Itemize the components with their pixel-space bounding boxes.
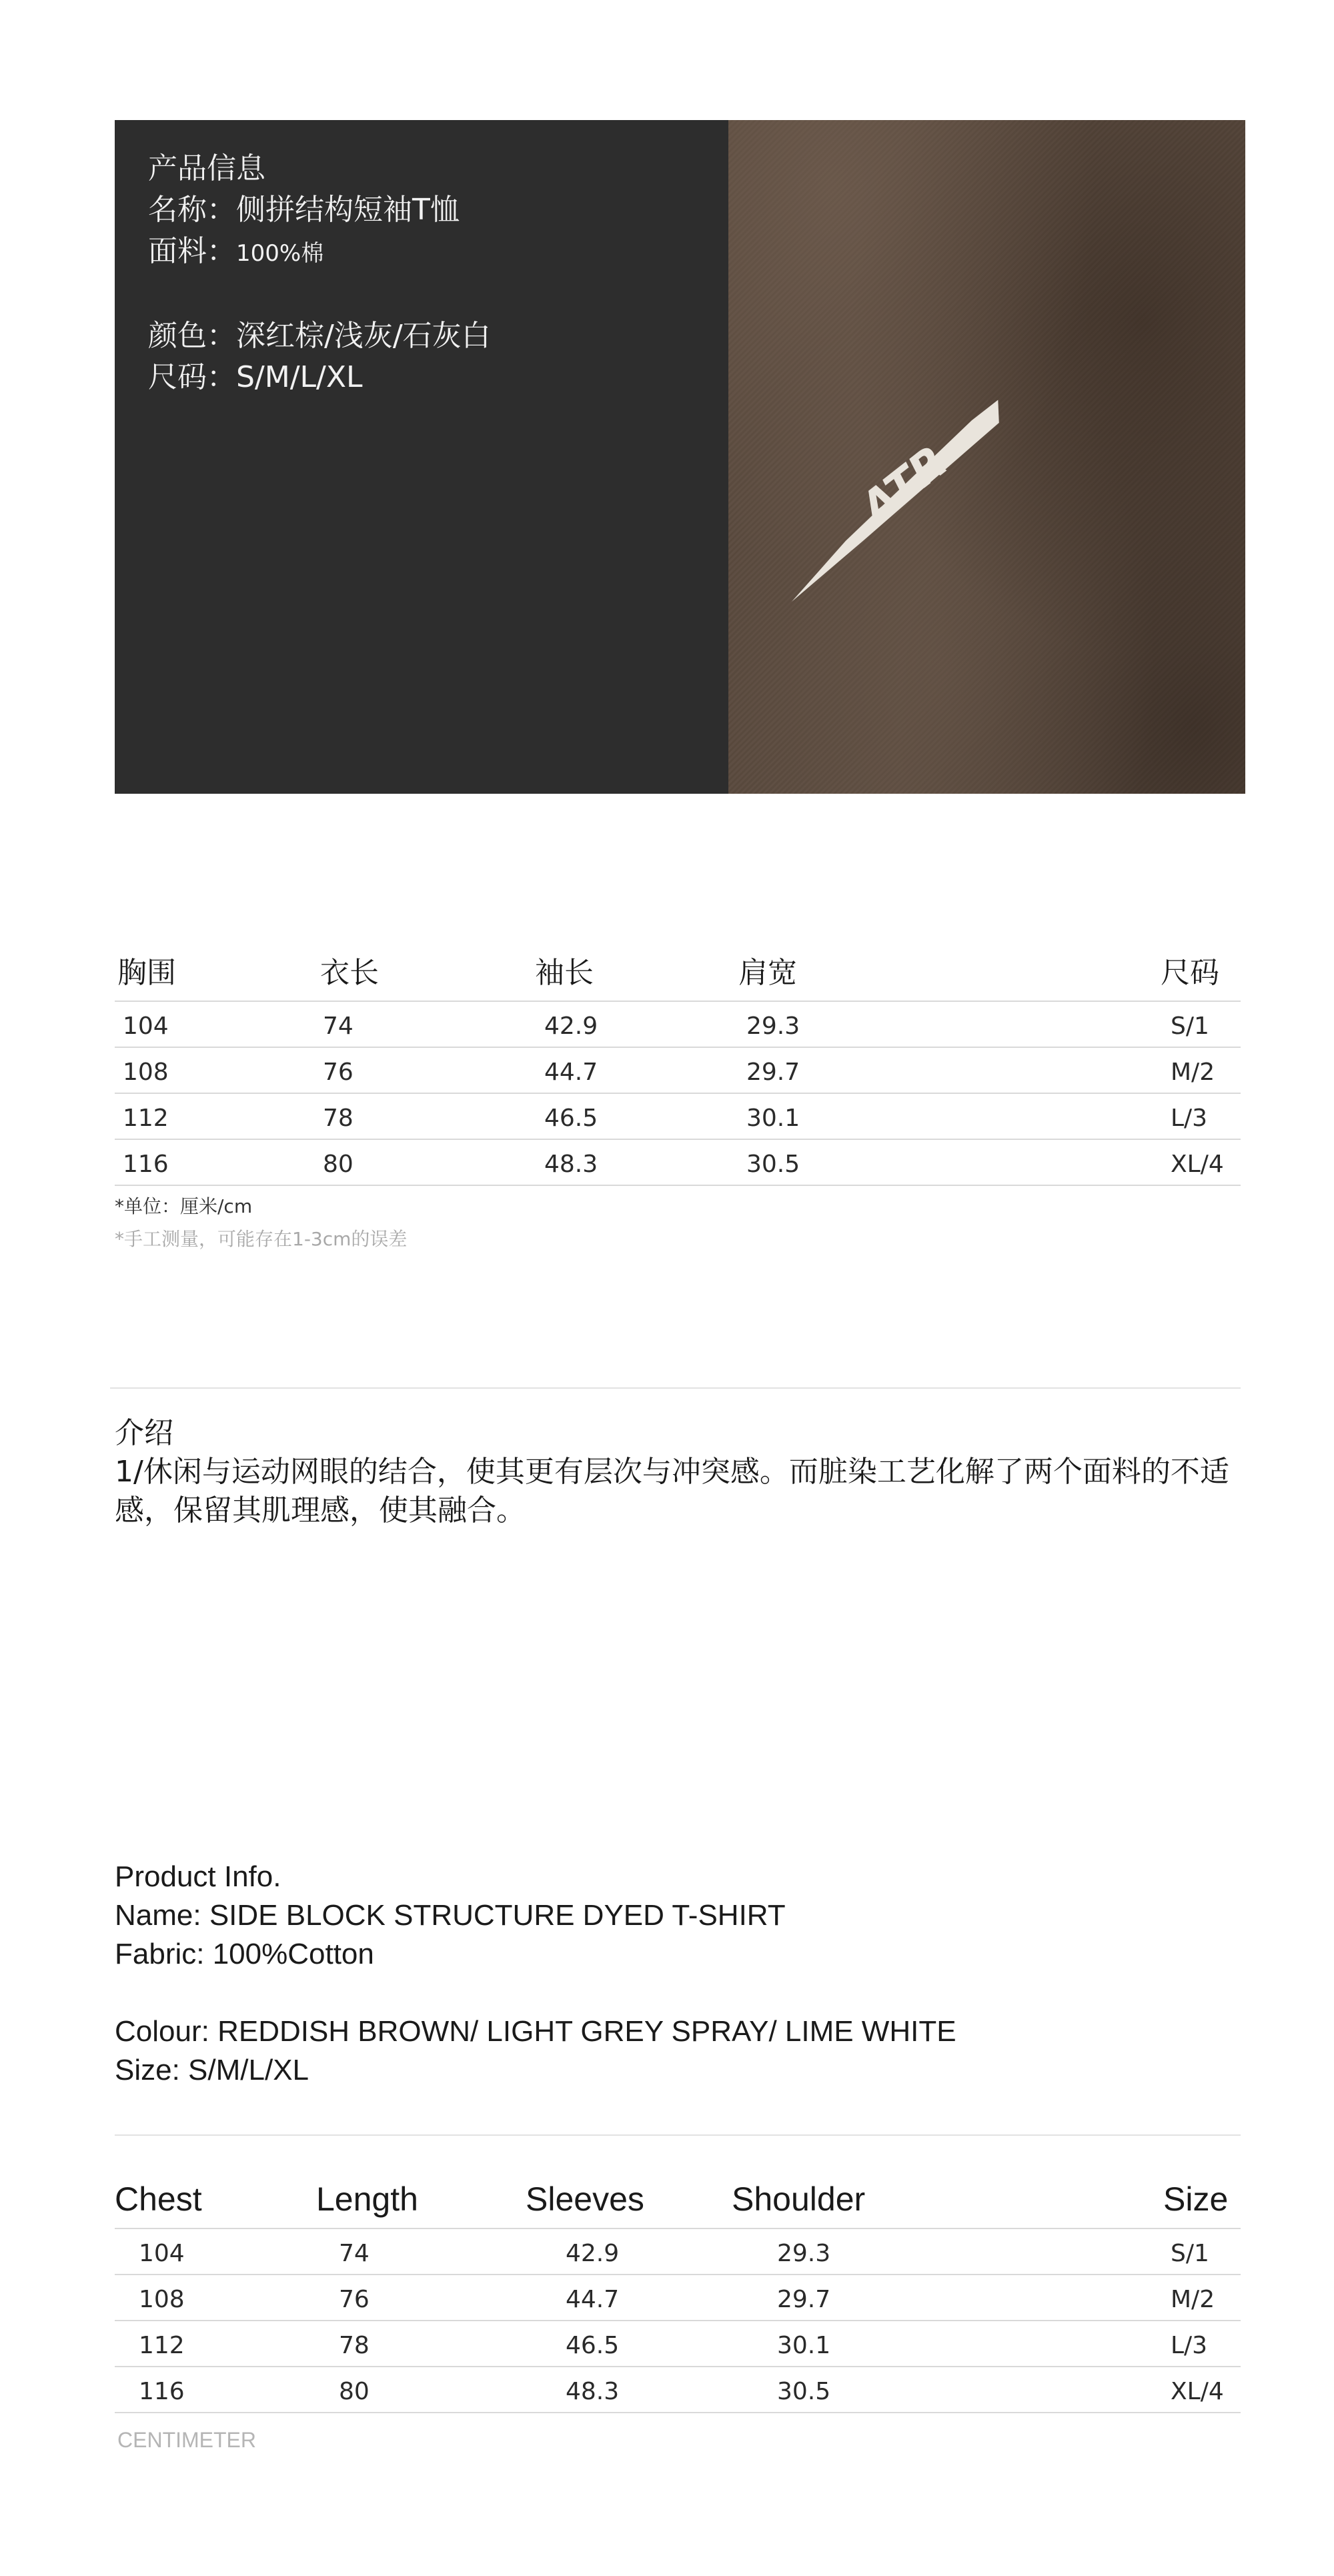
cell-shoulder: 29.3	[746, 1013, 800, 1040]
product-info-panel	[115, 120, 728, 794]
intro-title: 介绍	[115, 1416, 173, 1450]
cell-length: 74	[323, 1013, 354, 1040]
table-row	[115, 2275, 1241, 2321]
cell-shoulder: 30.1	[746, 1105, 800, 1132]
fabric-closeup-photo	[728, 120, 1245, 794]
cell-chest: 104	[123, 1013, 169, 1040]
cell-chest: 116	[139, 2378, 185, 2405]
cell-length: 78	[323, 1105, 354, 1132]
cell-chest: 112	[123, 1105, 169, 1132]
fabric-label: 面料：	[148, 234, 236, 268]
header-shoulder: 肩宽	[738, 956, 797, 990]
table-header	[115, 954, 1241, 1002]
info-color: 颜色：深红棕/浅灰/石灰白	[148, 319, 491, 353]
cell-length: 76	[339, 2286, 370, 2313]
cell-size: M/2	[1171, 2286, 1215, 2313]
cell-size: XL/4	[1171, 1151, 1224, 1178]
cell-sleeves: 46.5	[566, 2332, 620, 2359]
cell-size: S/1	[1171, 2240, 1209, 2267]
table-row	[115, 2321, 1241, 2367]
cell-sleeve: 48.3	[544, 1151, 598, 1178]
table-row	[115, 1094, 1241, 1140]
cell-length: 80	[339, 2378, 370, 2405]
cell-sleeve: 42.9	[544, 1013, 598, 1040]
header-size: 尺码	[1161, 956, 1219, 990]
section-divider	[115, 2134, 1241, 2136]
info-fabric-en: Fabric: 100%Cotton	[115, 1938, 374, 1970]
cell-shoulder: 30.5	[746, 1151, 800, 1178]
table-row	[115, 1048, 1241, 1094]
product-hero	[115, 120, 1245, 794]
cell-length: 76	[323, 1059, 354, 1086]
unit-note: *单位：厘米/cm	[115, 1195, 253, 1217]
cell-shoulder: 30.5	[777, 2378, 831, 2405]
cell-shoulder: 29.7	[746, 1059, 800, 1086]
info-colour-en: Colour: REDDISH BROWN/ LIGHT GREY SPRAY/ LIME WHITE	[115, 2015, 956, 2048]
cell-chest: 112	[139, 2332, 185, 2359]
table-row	[115, 2367, 1241, 2413]
measure-note: *手工测量，可能存在1-3cm的误差	[115, 1228, 408, 1250]
cell-length: 74	[339, 2240, 370, 2267]
section-divider	[110, 1387, 1241, 1389]
cell-sleeves: 42.9	[566, 2240, 620, 2267]
cell-chest: 116	[123, 1151, 169, 1178]
size-table-en	[115, 2181, 1241, 2413]
header-length: 衣长	[320, 956, 379, 990]
info-fabric	[148, 231, 728, 274]
cell-length: 78	[339, 2332, 370, 2359]
header-sleeves: Sleeves	[526, 2180, 644, 2218]
cell-size: XL/4	[1171, 2378, 1224, 2405]
intro-body: 1/休闲与运动网眼的结合，使其更有层次与冲突感。而脏染工艺化解了两个面料的不适感，保留其肌理感，使其融合。	[115, 1455, 1229, 1527]
info-size: 尺码：S/M/L/XL	[148, 360, 363, 394]
cell-size: L/3	[1171, 1105, 1208, 1132]
table-row	[115, 1002, 1241, 1048]
info-title: 产品信息	[148, 151, 265, 185]
cell-shoulder: 29.3	[777, 2240, 831, 2267]
table-row	[115, 2229, 1241, 2275]
info-size-en: Size: S/M/L/XL	[115, 2054, 309, 2086]
table-row	[115, 1140, 1241, 1186]
header-length: Length	[316, 2180, 418, 2218]
cell-chest: 108	[139, 2286, 185, 2313]
logo-lettering: ATR	[851, 436, 957, 534]
cell-chest: 108	[123, 1059, 169, 1086]
cell-sleeves: 44.7	[566, 2286, 620, 2313]
table-header	[115, 2181, 1241, 2229]
info-name-en: Name: SIDE BLOCK STRUCTURE DYED T-SHIRT	[115, 1899, 786, 1932]
cell-sleeve: 44.7	[544, 1059, 598, 1086]
cell-sleeve: 46.5	[544, 1105, 598, 1132]
cell-sleeves: 48.3	[566, 2378, 620, 2405]
cell-size: M/2	[1171, 1059, 1215, 1086]
header-sleeve: 袖长	[535, 956, 594, 990]
info-title-en: Product Info.	[115, 1860, 281, 1893]
intro-section	[115, 1414, 1249, 1530]
brand-logo-print	[728, 120, 1245, 794]
header-chest: Chest	[115, 2180, 202, 2218]
product-info-en	[115, 1858, 956, 2090]
header-shoulder: Shoulder	[732, 2180, 866, 2218]
header-size: Size	[1163, 2180, 1229, 2218]
cell-shoulder: 29.7	[777, 2286, 831, 2313]
cell-shoulder: 30.1	[777, 2332, 831, 2359]
cell-length: 80	[323, 1151, 354, 1178]
cell-size: L/3	[1171, 2332, 1208, 2359]
header-chest: 胸围	[117, 956, 176, 990]
size-table-cn	[115, 954, 1241, 1186]
info-name: 名称：侧拼结构短袖T恤	[148, 193, 460, 227]
fabric-value: 100%棉	[236, 240, 324, 267]
cell-chest: 104	[139, 2240, 185, 2267]
cell-size: S/1	[1171, 1013, 1209, 1040]
unit-label-en: CENTIMETER	[117, 2428, 256, 2452]
